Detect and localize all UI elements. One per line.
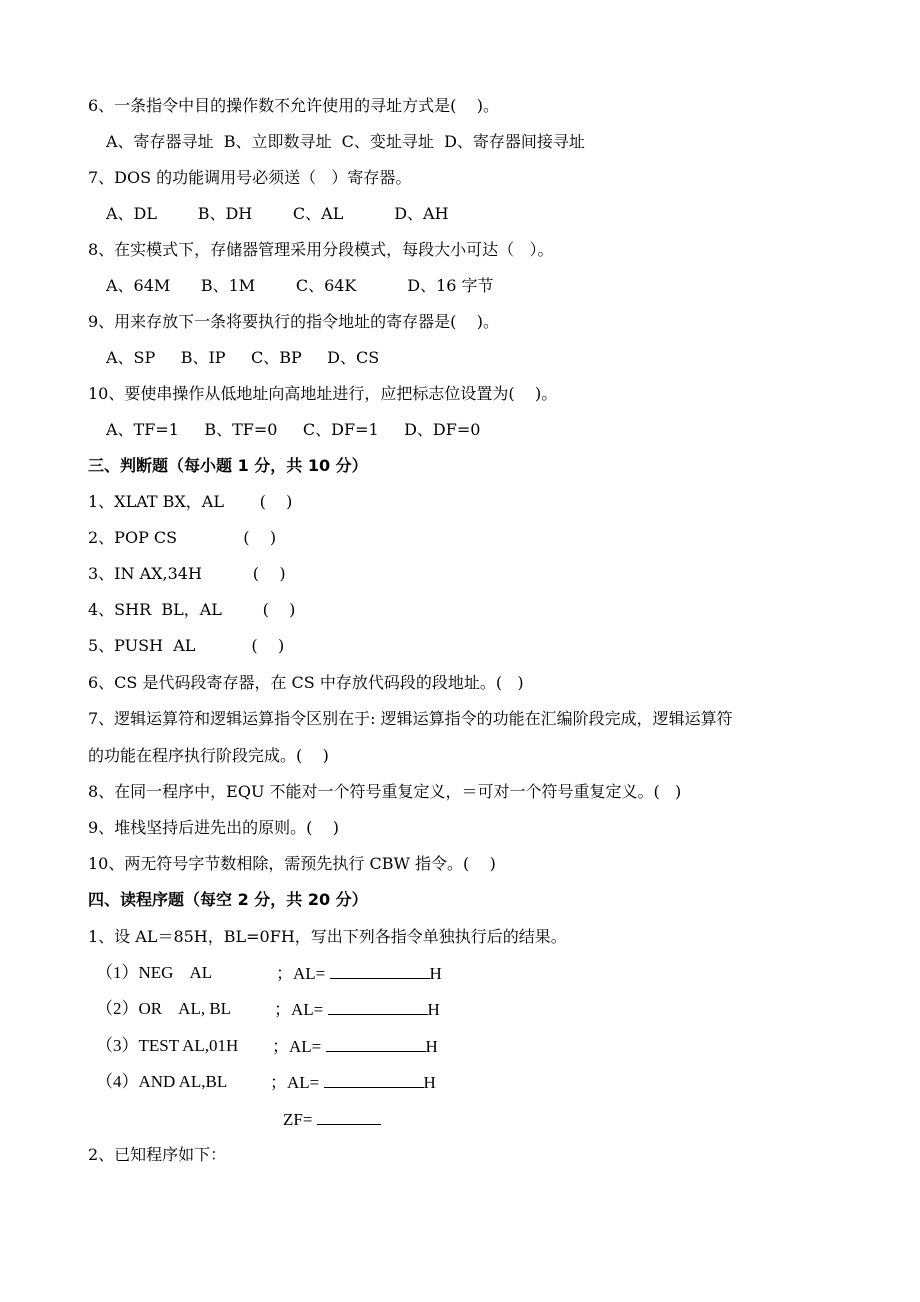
result-label: ；AL= (276, 964, 326, 983)
question-8: 8、在实模式下，存储器管理采用分段模式，每段大小可达（ ）。 (88, 240, 554, 259)
unit-label: H (429, 964, 442, 983)
answer-blank[interactable] (330, 962, 430, 979)
question-9-options: A、SP B、IP C、BP D、CS (106, 348, 380, 367)
unit-label: H (427, 1000, 440, 1019)
answer-row-4 (96, 1071, 227, 1093)
answer-row-label: （3）TEST AL,01H (96, 1036, 239, 1055)
answer-blank[interactable] (326, 1035, 426, 1052)
answer-blank[interactable] (324, 1071, 424, 1088)
answer-row-1-result (276, 962, 442, 985)
section-4-heading: 四、读程序题（每空 2 分，共 20 分） (88, 890, 368, 909)
question-6: 6、一条指令中目的操作数不允许使用的寻址方式是( )。 (88, 96, 500, 115)
judge-item-7-cont: 的功能在程序执行阶段完成。( ) (88, 746, 329, 765)
question-8-options: A、64M B、1M C、64K D、16 字节 (106, 276, 494, 295)
answer-row-2 (96, 998, 231, 1020)
answer-row-1 (96, 962, 212, 984)
judge-item-4: 4、SHR BL，AL ( ) (88, 600, 296, 619)
program-question-1: 1、设 AL＝85H，BL=0FH，写出下列各指令单独执行后的结果。 (88, 927, 567, 946)
zf-blank[interactable] (317, 1108, 381, 1125)
unit-label: H (425, 1037, 438, 1056)
answer-row-label: （2）OR AL, BL (96, 999, 232, 1018)
judge-item-2: 2、POP CS ( ) (88, 528, 277, 547)
judge-item-10: 10、两无符号字节数相除，需预先执行 CBW 指令。( ) (88, 854, 496, 873)
question-7: 7、DOS 的功能调用号必须送（ ）寄存器。 (88, 168, 412, 187)
answer-row-label: （4）AND AL,BL (96, 1072, 228, 1091)
answer-row-3 (96, 1035, 238, 1057)
section-3-heading: 三、判断题（每小题 1 分，共 10 分） (88, 456, 368, 475)
judge-item-5: 5、PUSH AL ( ) (88, 636, 285, 655)
judge-item-3: 3、IN AX,34H ( ) (88, 564, 286, 583)
question-6-options: A、寄存器寻址 B、立即数寻址 C、变址寻址 D、寄存器间接寻址 (106, 132, 585, 151)
question-10-options: A、TF=1 B、TF=0 C、DF=1 D、DF=0 (106, 420, 481, 439)
judge-item-9: 9、堆栈坚持后进先出的原则。( ) (88, 818, 340, 837)
answer-row-2-result (274, 998, 440, 1021)
judge-item-6: 6、CS 是代码段寄存器，在 CS 中存放代码段的段地址。( ) (88, 673, 524, 692)
answer-row-3-result (272, 1035, 438, 1058)
zf-row (283, 1108, 381, 1131)
result-label: ；AL= (274, 1000, 324, 1019)
result-label: ；AL= (272, 1037, 322, 1056)
question-10: 10、要使串操作从低地址向高地址进行，应把标志位设置为( )。 (88, 384, 558, 403)
answer-row-label: （1）NEG AL (96, 963, 213, 982)
program-question-2: 2、已知程序如下： (88, 1145, 227, 1164)
question-9: 9、用来存放下一条将要执行的指令地址的寄存器是( )。 (88, 312, 500, 331)
question-7-options: A、DL B、DH C、AL D、AH (106, 204, 449, 223)
unit-label: H (423, 1073, 436, 1092)
result-label: ；AL= (270, 1073, 320, 1092)
judge-item-8: 8、在同一程序中，EQU 不能对一个符号重复定义，＝可对一个符号重复定义。( ) (88, 782, 682, 801)
judge-item-1: 1、XLAT BX，AL ( ) (88, 492, 293, 511)
zf-label: ZF= (283, 1110, 313, 1129)
answer-blank[interactable] (328, 998, 428, 1015)
answer-row-4-result (270, 1071, 436, 1094)
judge-item-7: 7、逻辑运算符和逻辑运算指令区别在于: 逻辑运算指令的功能在汇编阶段完成，逻辑运算符 (88, 709, 733, 728)
